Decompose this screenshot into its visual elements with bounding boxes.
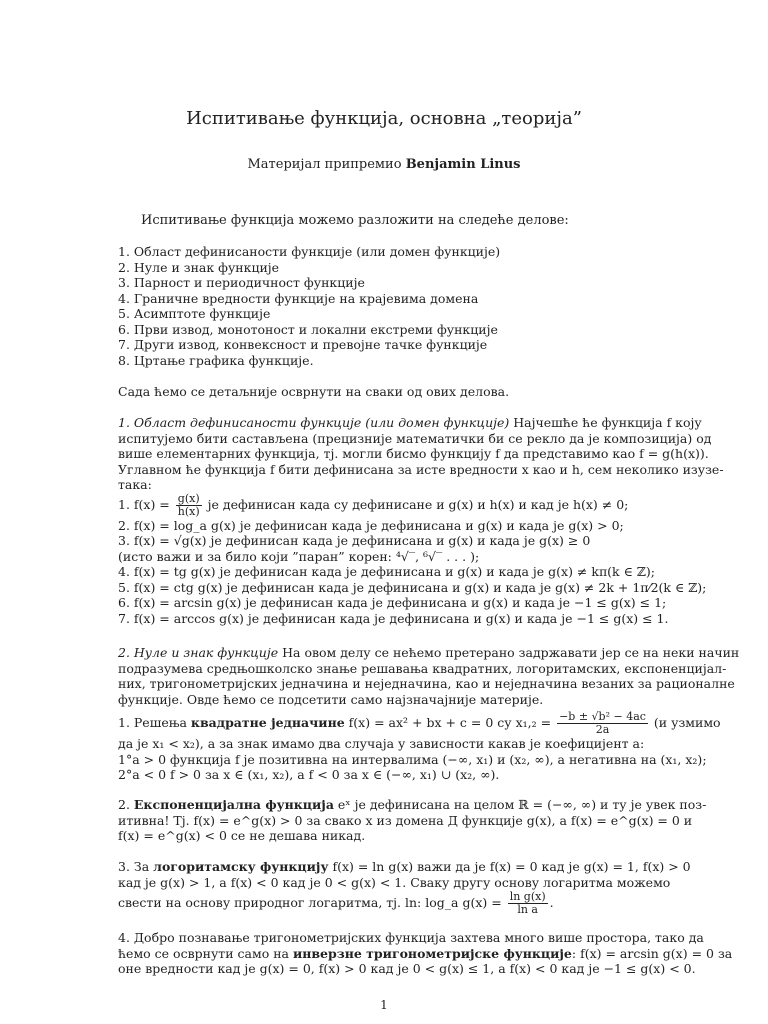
paragraph-line: функције. Овде ћемо се подсетити само најзначајније материје. <box>118 691 544 707</box>
paragraph-line: 2°a < 0 f > 0 за x ∈ (x₁, x₂), а f < 0 за x ∈ (−∞, x₁) ∪ (x₂, ∞). <box>118 767 500 782</box>
quadratic-term: квадратне једначине <box>190 715 345 730</box>
section-1-heading: 1. Област дефинисаности функције (или домен функције) <box>118 415 510 430</box>
logarithm-item: 3. За логоритамску функцију f(x) = ln g(x) важи да је f(x) = 0 кад је g(x) = 1, f(x) > 0 кад је g(x) > 1, а f(x) < 0 кад је 0 < g(x) < 1. Сваку другу основу логаритма можемо свести на основу природног логаритма, тј. ln: log_a g(x) = $\frac{\text{ln g(x)}}{\text{ln a}}$ . <box>118 859 691 916</box>
paragraph-line: f(x) = e^g(x) < 0 се не дешава никад. <box>118 828 366 843</box>
section-1 <box>118 415 724 626</box>
parts-list <box>118 244 500 368</box>
rule-item: 3. f(x) = √g(x) је дефинисан када је дефинисана и g(x) и када је g(x) ≥ 0 <box>118 533 591 548</box>
list-item: 6. Први извод, монотоност и локални екстреми функције <box>118 321 498 337</box>
list-item: 1. Област дефинисаности функције (или домен функције) <box>118 244 501 259</box>
paragraph-line: Најчешће ће функција f коју <box>509 415 702 430</box>
author-line <box>0 157 768 172</box>
rule-item: 6. f(x) = arcsin g(x) је дефинисан када је дефинисана и g(x) и када је −1 ≤ g(x) ≤ 1; <box>118 595 667 610</box>
paragraph-line: оне вредности кад је g(x) = 0, f(x) > 0 кад је 0 < g(x) ≤ 1, а f(x) < 0 кад је −1 ≤ g(x) < 0. <box>118 961 696 976</box>
paragraph-line: 4. Добро познавање тригонометријских функција захтева много више простора, тако да <box>118 930 704 945</box>
rule-item: 5. f(x) = ctg g(x) је дефинисан када је дефинисана и g(x) и када је g(x) ≠ 2k + 1π⁄2(k ∈ ℤ); <box>118 579 707 595</box>
transition-text: Сада ћемо се детаљније осврнути на сваки од ових делова. <box>118 384 510 399</box>
intro-text: Испитивање функција можемо разложити на следеће делове: <box>141 213 569 228</box>
fraction: $\frac{\text{−b ± √b² − 4ac}}{2a}$ <box>559 710 646 736</box>
list-item: 2. Нуле и знак функције <box>118 259 280 275</box>
trig-item: 4. Добро познавање тригонометријских функција захтева много више простора, тако да ћемо се осврнути само на инверзне тригонометријске функције: f(x) = arcsin g(x) = 0 за оне вредности кад је g(x) = 0, f(x) > 0 кад је 0 < g(x) ≤ 1, а f(x) < 0 кад је −1 ≤ g(x) < 0. <box>118 930 733 976</box>
paragraph-line: Углавном ће функција f бити дефинисана за исте вредности x као и h, сем неколико изузе- <box>118 461 724 477</box>
paragraph-line: така: <box>118 477 152 492</box>
rule-item: 4. f(x) = tg g(x) је дефинисан када је дефинисана и g(x) и када је g(x) ≠ kπ(k ∈ ℤ); <box>118 564 656 579</box>
fraction: $\frac{g(x)}{h(x)}$ <box>177 491 200 518</box>
rule-item: (исто важи и за било који ”паран” корен: ⁴√‾, ⁶√‾ . . . ); <box>118 548 480 564</box>
paragraph-line: них, тригонометријских једначина и неједначина, као и неједначина везаних за рационалне <box>118 676 735 691</box>
rule-item: 7. f(x) = arccos g(x) је дефинисан када је дефинисана и g(x) и када је −1 ≤ g(x) ≤ 1. <box>118 610 669 626</box>
list-item: 7. Други извод, конвексност и превојне тачке функције <box>118 337 488 352</box>
author-prefix: Материјал припремио <box>247 157 402 172</box>
list-item: 3. Парност и периодичност функције <box>118 275 365 290</box>
rule-item: 2. f(x) = log_a g(x) је дефинисан када је дефинисана и g(x) и када је g(x) > 0; <box>118 517 624 533</box>
trig-term: инверзне тригонометријске функције <box>292 945 572 961</box>
rule-item: 1. f(x) = $\frac{g(x)}{h(x)}$ је дефинисан када су дефинисане и g(x) и h(x) и кад је h(x) ≠ 0; <box>118 491 629 518</box>
paragraph-line: подразумева средњошколско знање решавања квадратних, логоритамских, експоненцијал- <box>118 660 727 676</box>
fraction: $\frac{\text{ln g(x)}}{\text{ln a}}$ <box>509 890 546 916</box>
paragraph-line: итивна! Тј. f(x) = e^g(x) > 0 за свако x из домена Д функције g(x), а f(x) = e^g(x) = 0 и <box>118 812 693 828</box>
paragraph-line: кад је g(x) > 1, а f(x) < 0 кад је 0 < g(x) < 1. Сваку другу основу логаритма можемо <box>118 874 671 890</box>
page-number: 1 <box>380 998 388 1012</box>
exponential-term: Експоненцијална функција <box>133 797 334 812</box>
paragraph-line: На овом делу се нећемо претерано задржавати јер се на неки начин <box>278 645 740 660</box>
paragraph-line: 1°a > 0 функција f је позитивна на интервалима (−∞, x₁) и (x₂, ∞), а негативна на (x₁, x₂); <box>118 751 707 767</box>
section-2-heading: 2. Нуле и знак функције <box>118 645 279 660</box>
author-name: Benjamin Linus <box>405 157 521 172</box>
paragraph-line: више елементарних функција, тј. могли бисмо функцију f да представимо као f = g(h(x)). <box>118 446 709 461</box>
list-item: 5. Асимптоте функције <box>118 306 271 321</box>
section-2 <box>118 645 740 707</box>
list-item: 4. Граничне вредности функције на крајевима домена <box>118 290 479 306</box>
list-item: 8. Цртање графика функције. <box>118 352 314 368</box>
paragraph-line: испитујемо бити састављена (прецизније математички би се рекло да је композиција) од <box>118 430 712 446</box>
page-title: Испитивање функција, основна „теорија” <box>186 108 582 129</box>
exponential-item: 2. Експоненцијална функција eˣ је дефинисана на целом ℝ = (−∞, ∞) и ту је увек поз- итивна! Тј. f(x) = e^g(x) > 0 за свако x из домена Д функције g(x), а f(x) = e^g(x) = 0 и f(x) = e^g(x) < 0 се не дешава никад. <box>118 797 707 843</box>
paragraph-line: да је x₁ < x₂), а за знак имамо два случаја у зависности какав је коефицијент a: <box>118 736 645 751</box>
quadratic-item: 1. Решења квадратне једначине f(x) = ax² + bx + c = 0 су x₁,₂ = $\frac{\text{−b ± √b² − 4ac}}{2a}$ (и узмимо да је x₁ < x₂), а за знак имамо два случаја у зависности какав је коефицијент a: 1°a > 0 функција f је позитивна на интервалима (−∞, x₁) и (x₂, ∞), а негативна на (x₁, x₂); 2°a < 0 f > 0 за x ∈ (x₁, x₂), а f < 0 за x ∈ (−∞, x₁) ∪ (x₂, ∞). <box>118 710 721 782</box>
logarithm-term: логоритамску функцију <box>153 859 329 874</box>
